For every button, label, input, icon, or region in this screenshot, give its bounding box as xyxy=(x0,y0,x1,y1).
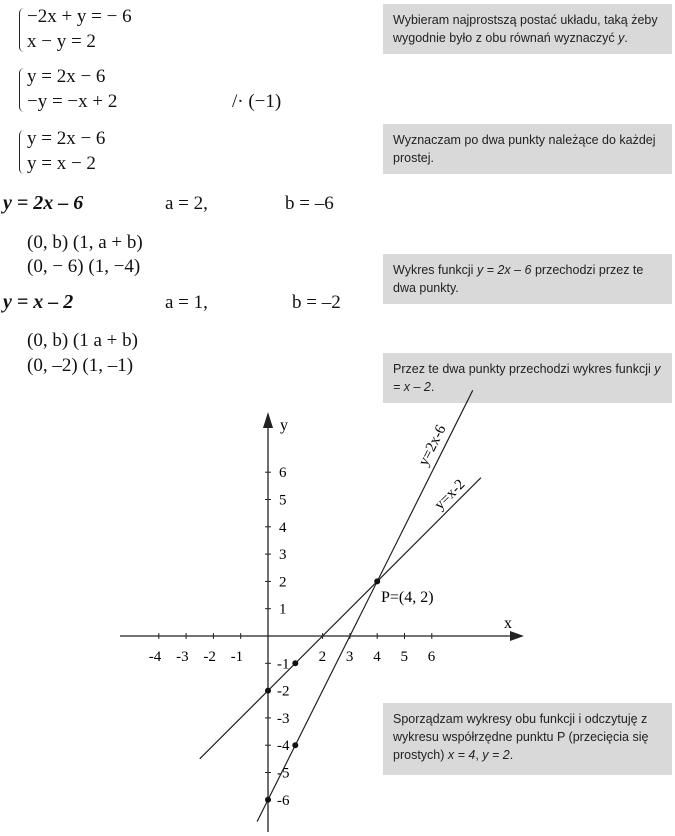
x-tick-label: 6 xyxy=(427,649,436,665)
y-tick-label: 3 xyxy=(279,547,287,564)
func2-b: b = –2 xyxy=(292,292,341,313)
y-tick-label: -5 xyxy=(277,765,290,782)
note-2: Wyznaczam po dwa punkty należące do każdej prostej. xyxy=(383,124,672,174)
x-tick-label: -2 xyxy=(203,649,216,665)
func1-b: b = –6 xyxy=(285,193,334,214)
system2-operation: /· (−1) xyxy=(232,91,282,112)
y-tick-label: -3 xyxy=(277,710,290,727)
y-axis-arrow xyxy=(263,412,273,428)
x-tick-label: -4 xyxy=(148,649,162,665)
data-point xyxy=(292,742,298,748)
data-point xyxy=(265,797,271,803)
x-axis-arrow xyxy=(510,631,524,641)
system1-eq1: −2x + y = − 6 xyxy=(27,6,132,27)
system3-eq1: y = 2x − 6 xyxy=(27,128,106,149)
system2-eq1: y = 2x − 6 xyxy=(27,66,106,87)
y-axis-label: y xyxy=(280,417,288,434)
system3-eq2: y = x − 2 xyxy=(27,153,96,174)
x-axis-label: x xyxy=(504,615,512,632)
system2-eq2: −y = −x + 2 xyxy=(27,91,118,112)
x-tick-label: 2 xyxy=(318,649,327,665)
note-1: Wybieram najprostszą postać układu, taką żeby wygodnie było z obu równań wyznaczyć y. xyxy=(383,4,672,54)
x-tick-label: -1 xyxy=(230,649,244,665)
func2-points-formula: (0, b) (1 a + b) xyxy=(27,330,138,351)
series-label-2: y=x-2 xyxy=(431,476,469,514)
x-tick-label: -3 xyxy=(176,649,189,665)
note-4: Przez te dwa punkty przechodzi wykres funkcji y = x – 2. xyxy=(383,353,672,403)
y-tick-label: 1 xyxy=(279,601,287,618)
y-tick-label: -1 xyxy=(277,656,290,673)
series-line-1 xyxy=(257,390,473,821)
func1-a: a = 2, xyxy=(165,193,208,214)
func2-a: a = 1, xyxy=(165,292,208,313)
y-tick-label: 5 xyxy=(279,492,287,509)
y-tick-label: 6 xyxy=(279,465,287,482)
func1-points-formula: (0, b) (1, a + b) xyxy=(27,232,143,253)
func1-points-values: (0, − 6) (1, −4) xyxy=(27,256,141,277)
x-tick-label: 3 xyxy=(345,649,354,665)
func1-title: y = 2x – 6 xyxy=(3,192,84,214)
note-3: Wykres funkcji y = 2x – 6 przechodzi przez te dwa punkty. xyxy=(383,254,672,304)
y-tick-label: -2 xyxy=(277,683,290,700)
y-tick-label: -6 xyxy=(277,792,290,809)
data-point xyxy=(265,688,271,694)
func2-points-values: (0, –2) (1, –1) xyxy=(27,355,134,376)
x-tick-label: 4 xyxy=(373,649,381,665)
series-label-1: y=2x-6 xyxy=(415,422,450,469)
series-line-2 xyxy=(200,478,481,759)
y-tick-label: 4 xyxy=(279,519,287,536)
intersection-label: P=(4, 2) xyxy=(381,589,434,606)
y-tick-label: 2 xyxy=(279,574,287,591)
func2-title: y = x – 2 xyxy=(3,291,74,313)
data-point xyxy=(292,660,298,666)
y-tick-label: -4 xyxy=(277,738,290,755)
data-point xyxy=(374,578,380,584)
x-tick-label: 5 xyxy=(400,649,408,665)
system1-eq2: x − y = 2 xyxy=(27,31,96,52)
note-5: Sporządzam wykresy obu funkcji i odczytuję z wykresu współrzędne punktu P (przecięcia się prostych) x = 4, y = 2. xyxy=(383,703,672,775)
